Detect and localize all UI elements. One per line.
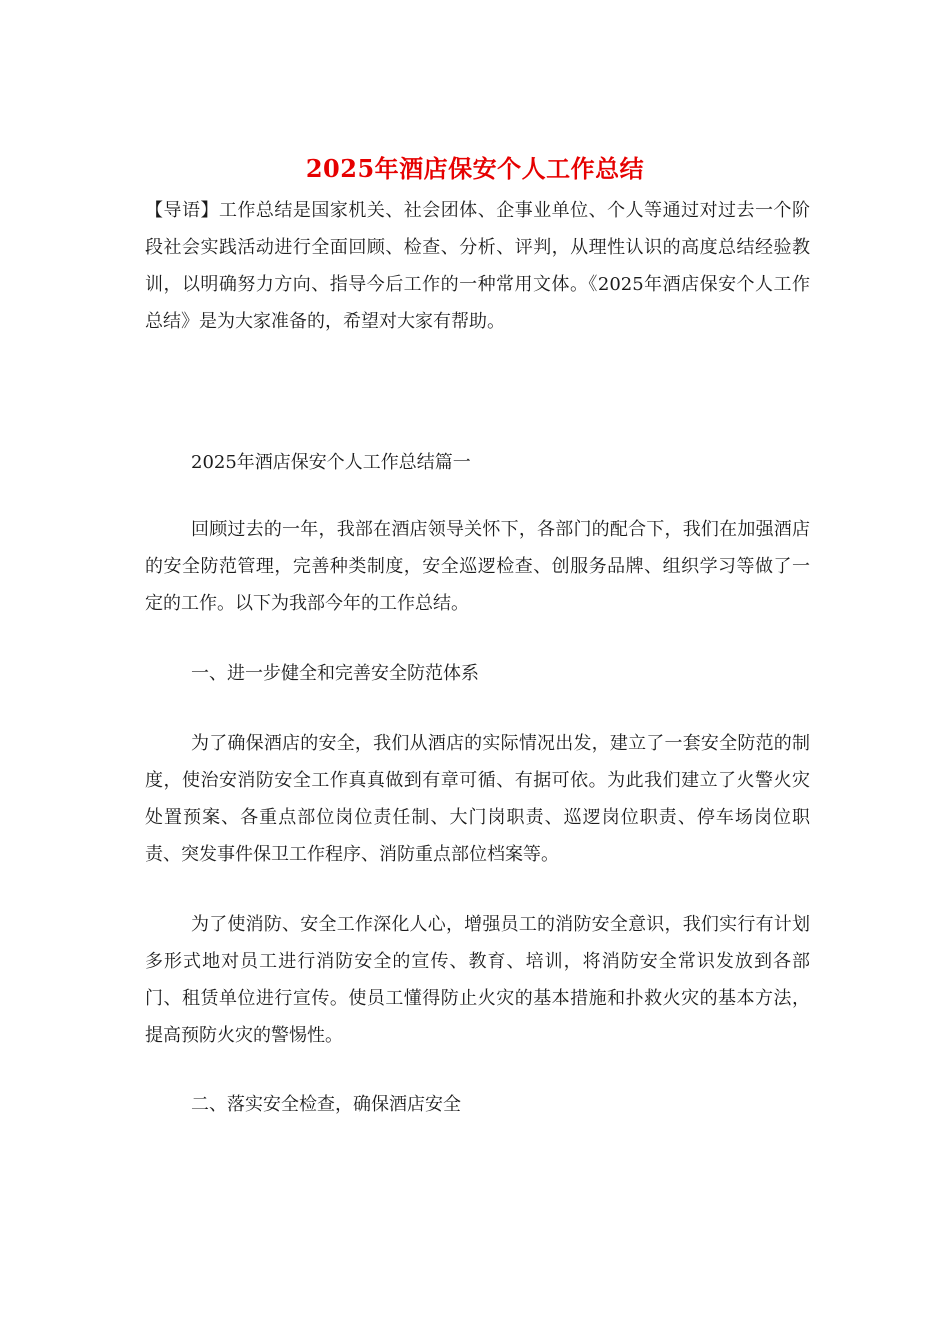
section-title: 2025年酒店保安个人工作总结篇一 (191, 452, 471, 473)
section-heading-2: 二、落实安全检查，确保酒店安全 (191, 1094, 461, 1115)
intro-paragraph: 【导语】工作总结是国家机关、社会团体、企事业单位、个人等通过对过去一个阶段社会实践活动进行全面回顾、检查、分析、评判，从理性认识的高度总结经验教训，以明确努力方向、指导今后工作的一种常用文体。《2025年酒店保安个人工作总结》是为大家准备的，希望对大家有帮助。 (145, 200, 810, 332)
body-paragraph-2: 为了确保酒店的安全，我们从酒店的实际情况出发，建立了一套安全防范的制度，使治安消防安全工作真真做到有章可循、有据可依。为此我们建立了火警火灾处置预案、各重点部位岗位责任制、大门岗职责、巡逻岗位职责、停车场岗位职责、突发事件保卫工作程序、消防重点部位档案等。 (145, 733, 810, 865)
body-paragraph-3: 为了使消防、安全工作深化人心，增强员工的消防安全意识，我们实行有计划多形式地对员工进行消防安全的宣传、教育、培训，将消防安全常识发放到各部门、租赁单位进行宣传。使员工懂得防止火灾的基本措施和扑救火灾的基本方法，提高预防火灾的警惕性。 (145, 914, 810, 1046)
document-title: 2025年酒店保安个人工作总结 (305, 154, 645, 183)
section-heading-1: 一、进一步健全和完善安全防范体系 (191, 663, 479, 684)
body-paragraph-1: 回顾过去的一年，我部在酒店领导关怀下，各部门的配合下，我们在加强酒店的安全防范管理，完善种类制度，安全巡逻检查、创服务品牌、组织学习等做了一定的工作。以下为我部今年的工作总结。 (145, 519, 810, 614)
